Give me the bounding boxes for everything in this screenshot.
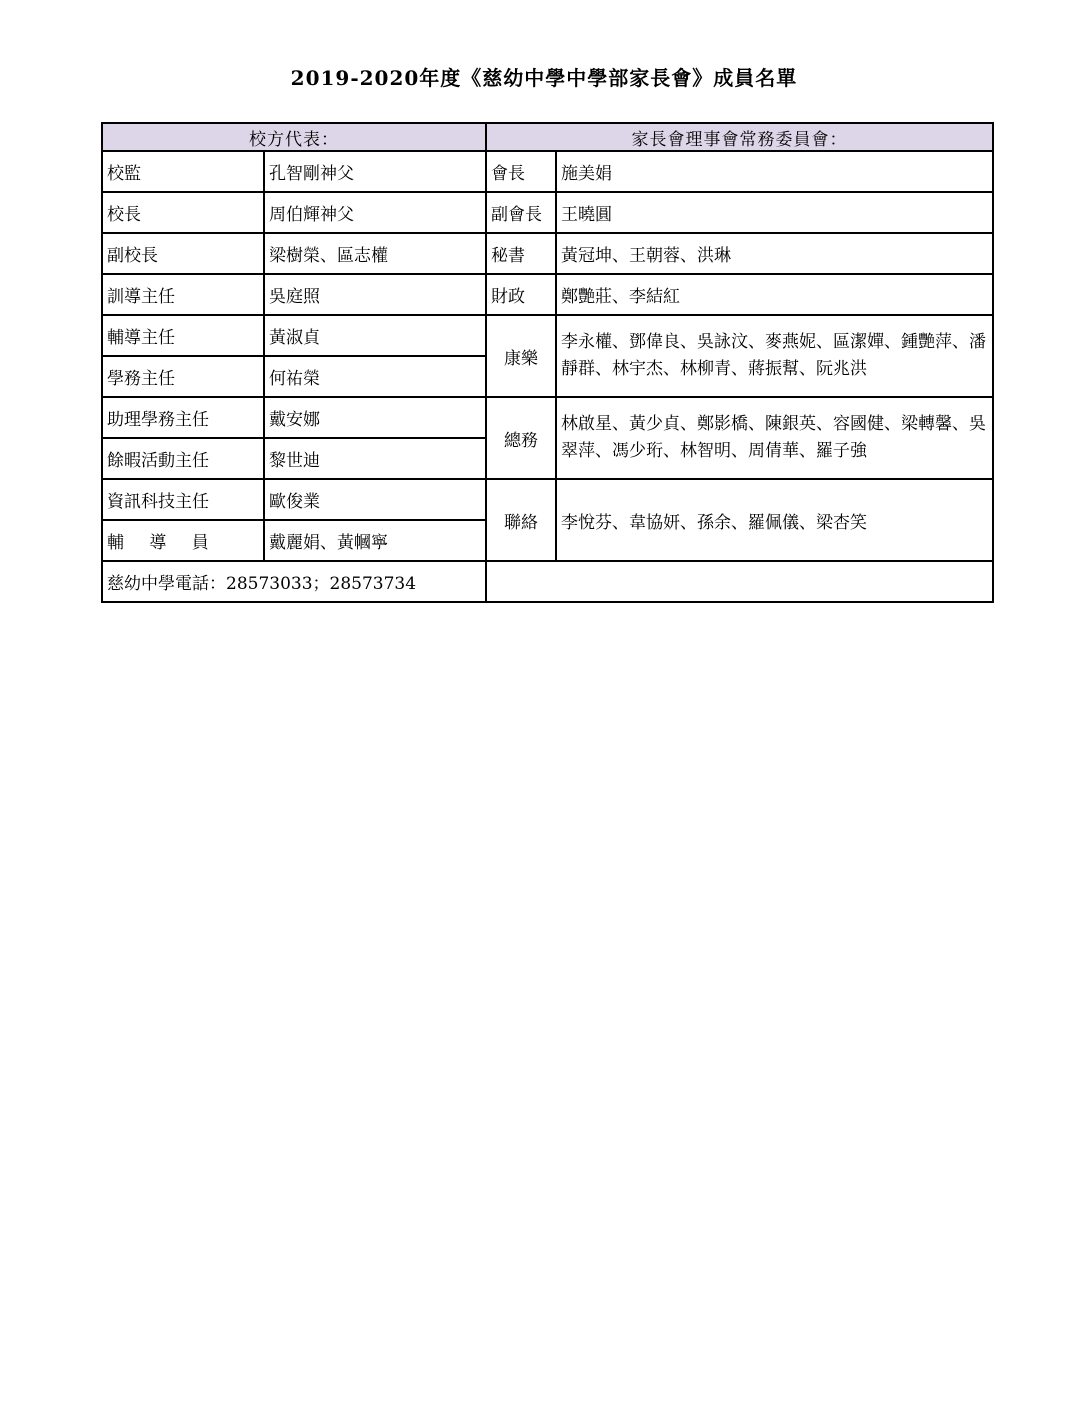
committee-role: 秘書 <box>486 233 556 274</box>
committee-name: 施美娟 <box>556 151 993 192</box>
table-row <box>102 274 993 315</box>
committee-name: 李悅芬、韋協妍、孫余、羅佩儀、梁杏笑 <box>556 479 993 561</box>
school-role: 校監 <box>102 151 264 192</box>
school-name: 戴麗娟、黃幗寧 <box>264 520 486 561</box>
committee-role: 康樂 <box>486 315 556 397</box>
table-row <box>102 233 993 274</box>
table-row <box>102 192 993 233</box>
member-roster-table <box>101 122 994 603</box>
school-reps-header: 校方代表： <box>102 123 486 151</box>
document-title: 2019-2020年度《慈幼中學中學部家長會》成員名單 <box>290 66 798 90</box>
school-name: 黎世迪 <box>264 438 486 479</box>
school-phone: 慈幼中學電話：28573033；28573734 <box>102 561 486 602</box>
school-role: 輔導主任 <box>102 315 264 356</box>
school-role: 訓導主任 <box>102 274 264 315</box>
committee-role: 會長 <box>486 151 556 192</box>
committee-header: 家長會理事會常務委員會： <box>486 123 993 151</box>
school-name: 歐俊業 <box>264 479 486 520</box>
school-name: 孔智剛神父 <box>264 151 486 192</box>
committee-role: 總務 <box>486 397 556 479</box>
committee-name: 李永權、鄧偉良、吳詠汶、麥燕妮、區潔嬋、鍾艷萍、潘靜群、林宇杰、林柳青、蔣振幫、阮兆洪 <box>556 315 993 397</box>
table-row <box>102 397 993 438</box>
table-row <box>102 479 993 520</box>
empty-cell <box>486 561 993 602</box>
committee-role: 聯絡 <box>486 479 556 561</box>
school-name: 何祐榮 <box>264 356 486 397</box>
school-role: 輔 導 員 <box>102 520 264 561</box>
committee-name: 黃冠坤、王朝蓉、洪琳 <box>556 233 993 274</box>
school-name: 黃淑貞 <box>264 315 486 356</box>
table-row <box>102 315 993 356</box>
footer-row <box>102 561 993 602</box>
school-name: 戴安娜 <box>264 397 486 438</box>
school-role: 副校長 <box>102 233 264 274</box>
table-header-row <box>102 123 993 151</box>
committee-role: 財政 <box>486 274 556 315</box>
committee-name: 林啟星、黃少貞、鄭影橋、陳銀英、容國健、梁轉馨、吳翠萍、馮少珩、林智明、周倩華、羅子強 <box>556 397 993 479</box>
committee-name: 鄭艷莊、李結紅 <box>556 274 993 315</box>
committee-name: 王曉圓 <box>556 192 993 233</box>
committee-role: 副會長 <box>486 192 556 233</box>
school-role: 餘暇活動主任 <box>102 438 264 479</box>
school-name: 周伯輝神父 <box>264 192 486 233</box>
school-role: 校長 <box>102 192 264 233</box>
school-role: 資訊科技主任 <box>102 479 264 520</box>
table-row <box>102 151 993 192</box>
school-name: 吳庭照 <box>264 274 486 315</box>
school-role: 助理學務主任 <box>102 397 264 438</box>
school-name: 梁樹榮、區志權 <box>264 233 486 274</box>
school-role: 學務主任 <box>102 356 264 397</box>
